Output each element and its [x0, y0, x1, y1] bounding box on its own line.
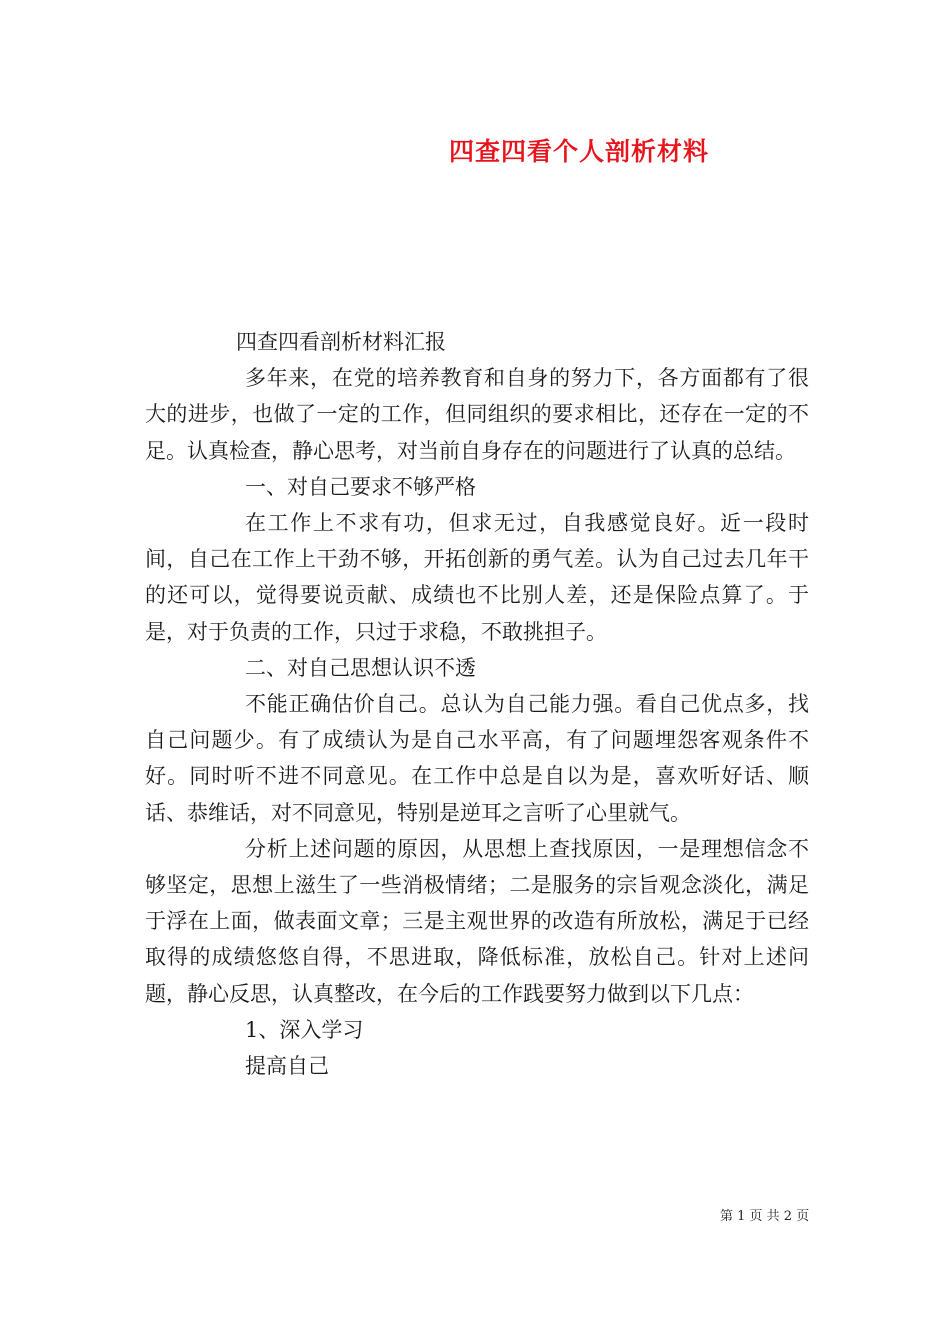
document-title: 四查四看个人剖析材料	[449, 137, 710, 166]
paragraph-analysis: 分析上述问题的原因，从思想上查找原因，一是理想信念不够坚定，思想上滋生了一些消极情绪；二是服务的宗旨观念淡化，满足于浮在上面，做表面文章；三是主观世界的改造有所放松，满足于已经取得的成绩悠悠自得，不思进取，降低标准，放松自己。针对上述问题，静心反思，认真整改，在今后的工作践要努力做到以下几点：	[145, 836, 809, 1006]
paragraph-section-1: 在工作上不求有功，但求无过，自我感觉良好。近一段时间，自己在工作上干劲不够，开拓创新的勇气差。认为自己过去几年干的还可以，觉得要说贡献、成绩也不比别人差，还是保险点算了。于是，对于负责的工作，只过于求稳，不敢挑担子。	[145, 511, 809, 644]
list-item-1: 1、深入学习	[245, 1017, 364, 1042]
list-item-1-detail: 提高自己	[245, 1054, 329, 1079]
paragraph-intro: 多年来，在党的培养教育和自身的努力下，各方面都有了很大的进步，也做了一定的工作，但同组织的要求相比，还存在一定的不足。认真检查，静心思考，对当前自身存在的问题进行了认真的总结。	[145, 366, 809, 463]
paragraph-section-2: 不能正确估价自己。总认为自己能力强。看自己优点多，找自己问题少。有了成绩认为是自己水平高，有了问题埋怨客观条件不好。同时听不进不同意见。在工作中总是自以为是，喜欢听好话、顺话、恭维话，对不同意见，特别是逆耳之言听了心里就气。	[145, 692, 809, 825]
document-body	[145, 324, 809, 1084]
section-heading-1: 一、对自己要求不够严格	[245, 474, 476, 499]
page-number: 第 1 页 共 2 页	[720, 1209, 810, 1224]
document-subtitle: 四查四看剖析材料汇报	[236, 330, 446, 354]
section-heading-2: 二、对自己思想认识不透	[245, 655, 476, 680]
